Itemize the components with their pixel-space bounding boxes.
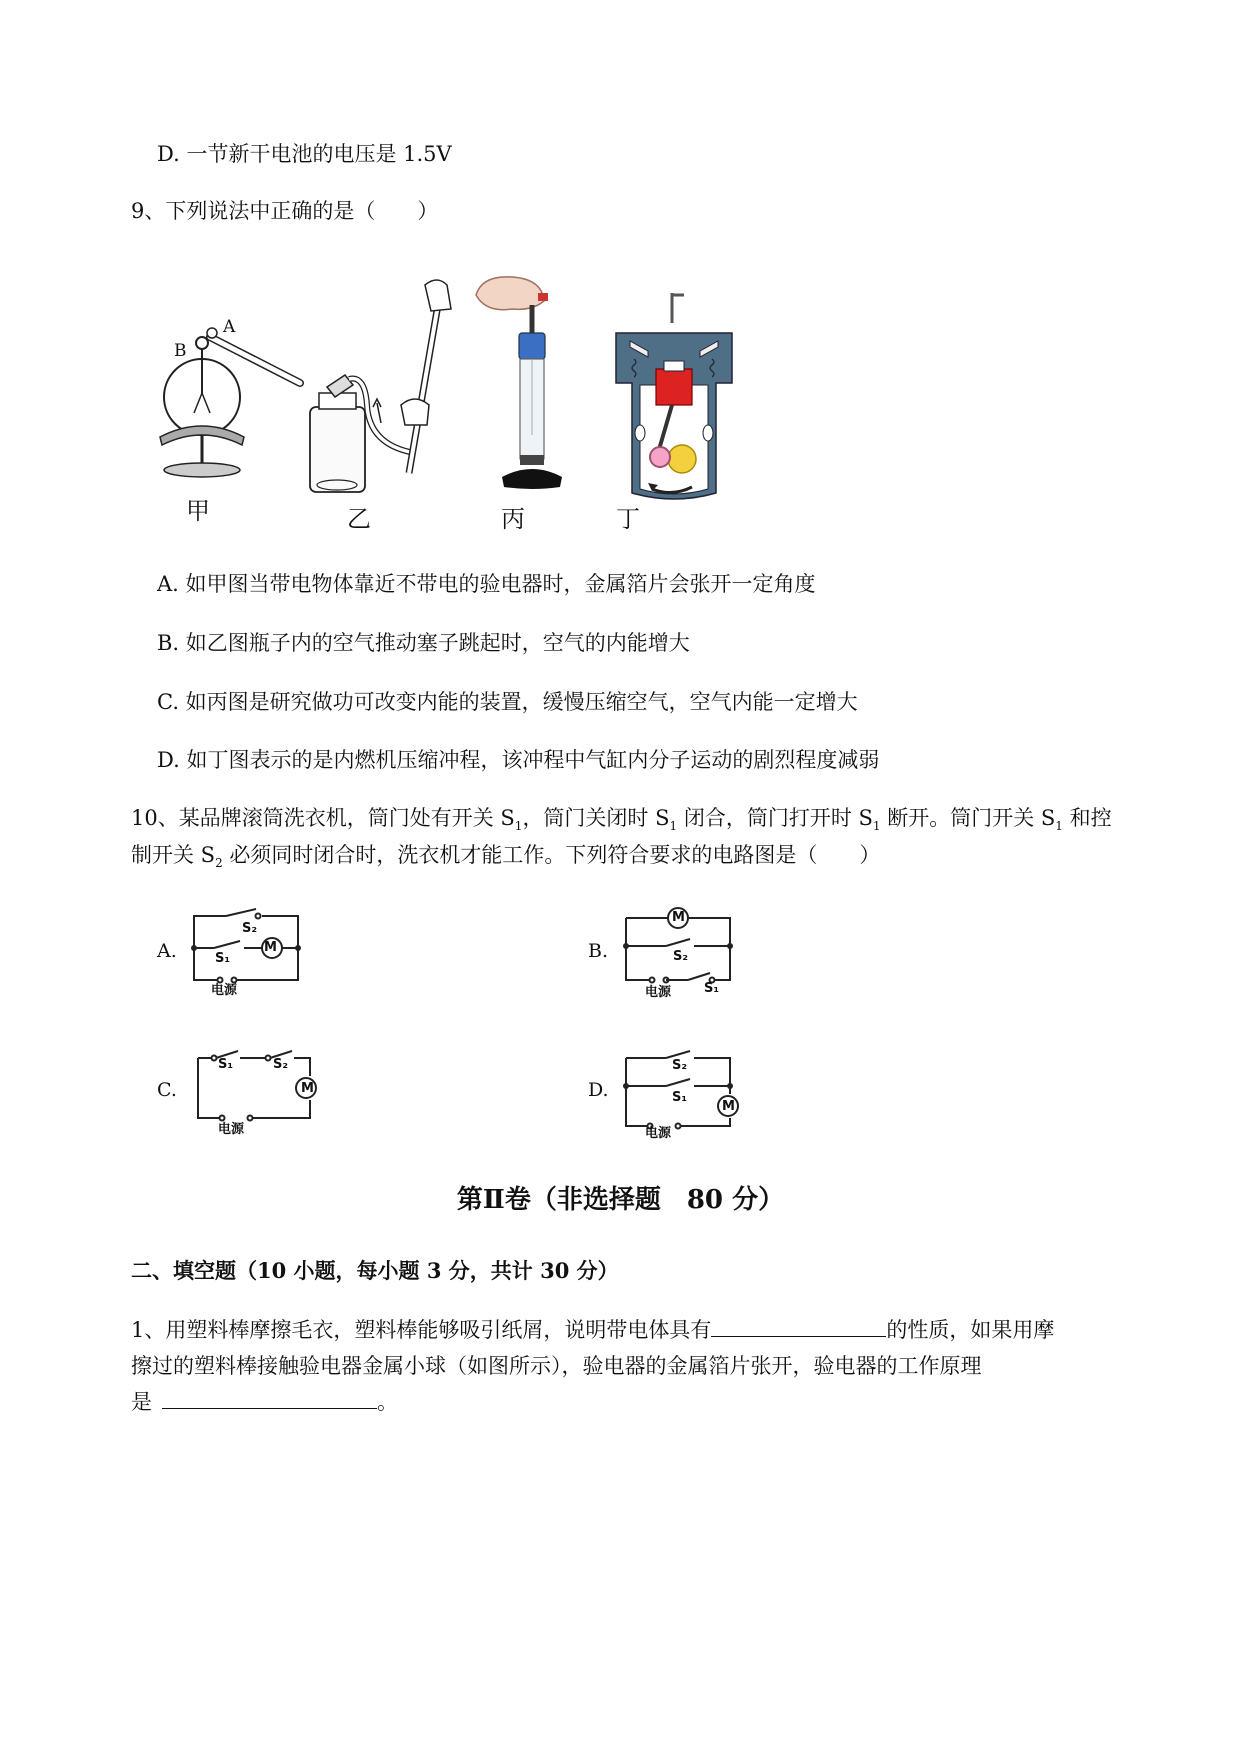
fill-q1-line1: 1、用塑料棒摩擦毛衣，塑料棒能够吸引纸屑，说明带电体具有 的性质，如果用摩	[131, 1318, 1055, 1342]
point-label-a: A	[223, 317, 236, 337]
answer-blank-2[interactable]	[162, 1390, 377, 1409]
electroscope-drawing	[150, 305, 310, 535]
circuit-b-s2-label: S₂	[673, 949, 689, 964]
q10-option-c-letter: C.	[157, 1079, 177, 1101]
q9-option-c: C. 如丙图是研究做功可改变内能的装置，缓慢压缩空气，空气内能一定增大	[157, 690, 858, 714]
circuit-a-motor-label: M	[264, 940, 277, 955]
circuit-c-s2-label: S₂	[273, 1057, 289, 1072]
circuit-d-power-label: 电源	[645, 1126, 672, 1141]
engine-cylinder-drawing	[612, 293, 752, 523]
q9-figure	[150, 265, 760, 535]
circuit-a-s2-label: S₂	[242, 921, 258, 936]
q9-stem: 9、下列说法中正确的是（ ）	[131, 199, 439, 223]
q10-stem-line2: 制开关 $S_2$ 必须同时闭合时，洗衣机才能工作。下列符合要求的电路图是（ ）	[131, 843, 881, 871]
figure-label-jia: 甲	[186, 497, 210, 525]
point-label-b: B	[174, 341, 187, 361]
figure-label-yi: 乙	[347, 505, 371, 533]
q9-option-b: B. 如乙图瓶子内的空气推动塞子跳起时，空气的内能增大	[157, 631, 690, 655]
fill-q1-line3: 是 。	[131, 1390, 398, 1414]
circuit-a-s1-label: S₁	[215, 951, 231, 966]
fill-q1-line2: 擦过的塑料棒接触验电器金属小球（如图所示），验电器的金属箔片张开，验电器的工作原理	[131, 1354, 982, 1378]
answer-blank-1[interactable]	[711, 1318, 886, 1337]
bottle-pump-drawing	[305, 275, 455, 505]
section-heading: 二、填空题（10 小题，每小题 3 分，共计 30 分）	[131, 1258, 619, 1283]
figure-label-bing: 丙	[501, 505, 525, 533]
circuit-c-s1-label: S₁	[218, 1057, 234, 1072]
q10-option-a-letter: A.	[157, 940, 177, 962]
circuit-c-power-label: 电源	[218, 1122, 245, 1137]
circuit-a-power-label: 电源	[211, 983, 238, 998]
circuit-d-s2-label: S₂	[672, 1058, 688, 1073]
circuit-d-motor-label: M	[722, 1099, 735, 1114]
circuit-c-motor-label: M	[301, 1081, 314, 1096]
circuit-b-power-label: 电源	[645, 985, 672, 1000]
q9-option-a: A. 如甲图当带电物体靠近不带电的验电器时，金属箔片会张开一定角度	[157, 572, 816, 596]
q9-option-d: D. 如丁图表示的是内燃机压缩冲程，该冲程中气缸内分子运动的剧烈程度减弱	[157, 748, 880, 772]
fire-syringe-drawing	[472, 265, 582, 495]
circuit-b-motor-label: M	[672, 910, 685, 925]
circuit-b-s1-label: S₁	[704, 981, 720, 996]
q8-option-d: D. 一节新干电池的电压是 1.5V	[157, 142, 452, 166]
q10-option-b-letter: B.	[588, 940, 609, 962]
circuit-d-s1-label: S₁	[672, 1090, 688, 1105]
figure-label-ding: 丁	[616, 505, 640, 533]
q10-option-d-letter: D.	[588, 1079, 609, 1101]
part2-title: 第Ⅱ卷（非选择题 80 分）	[456, 1185, 785, 1215]
q10-stem-line1: 10、某品牌滚筒洗衣机，筒门处有开关 $S_1$，筒门关闭时 $S_1$ 闭合，筒门打开时 $S_1$ 断开。筒门开关 $S_1$ 和控	[131, 806, 1112, 834]
